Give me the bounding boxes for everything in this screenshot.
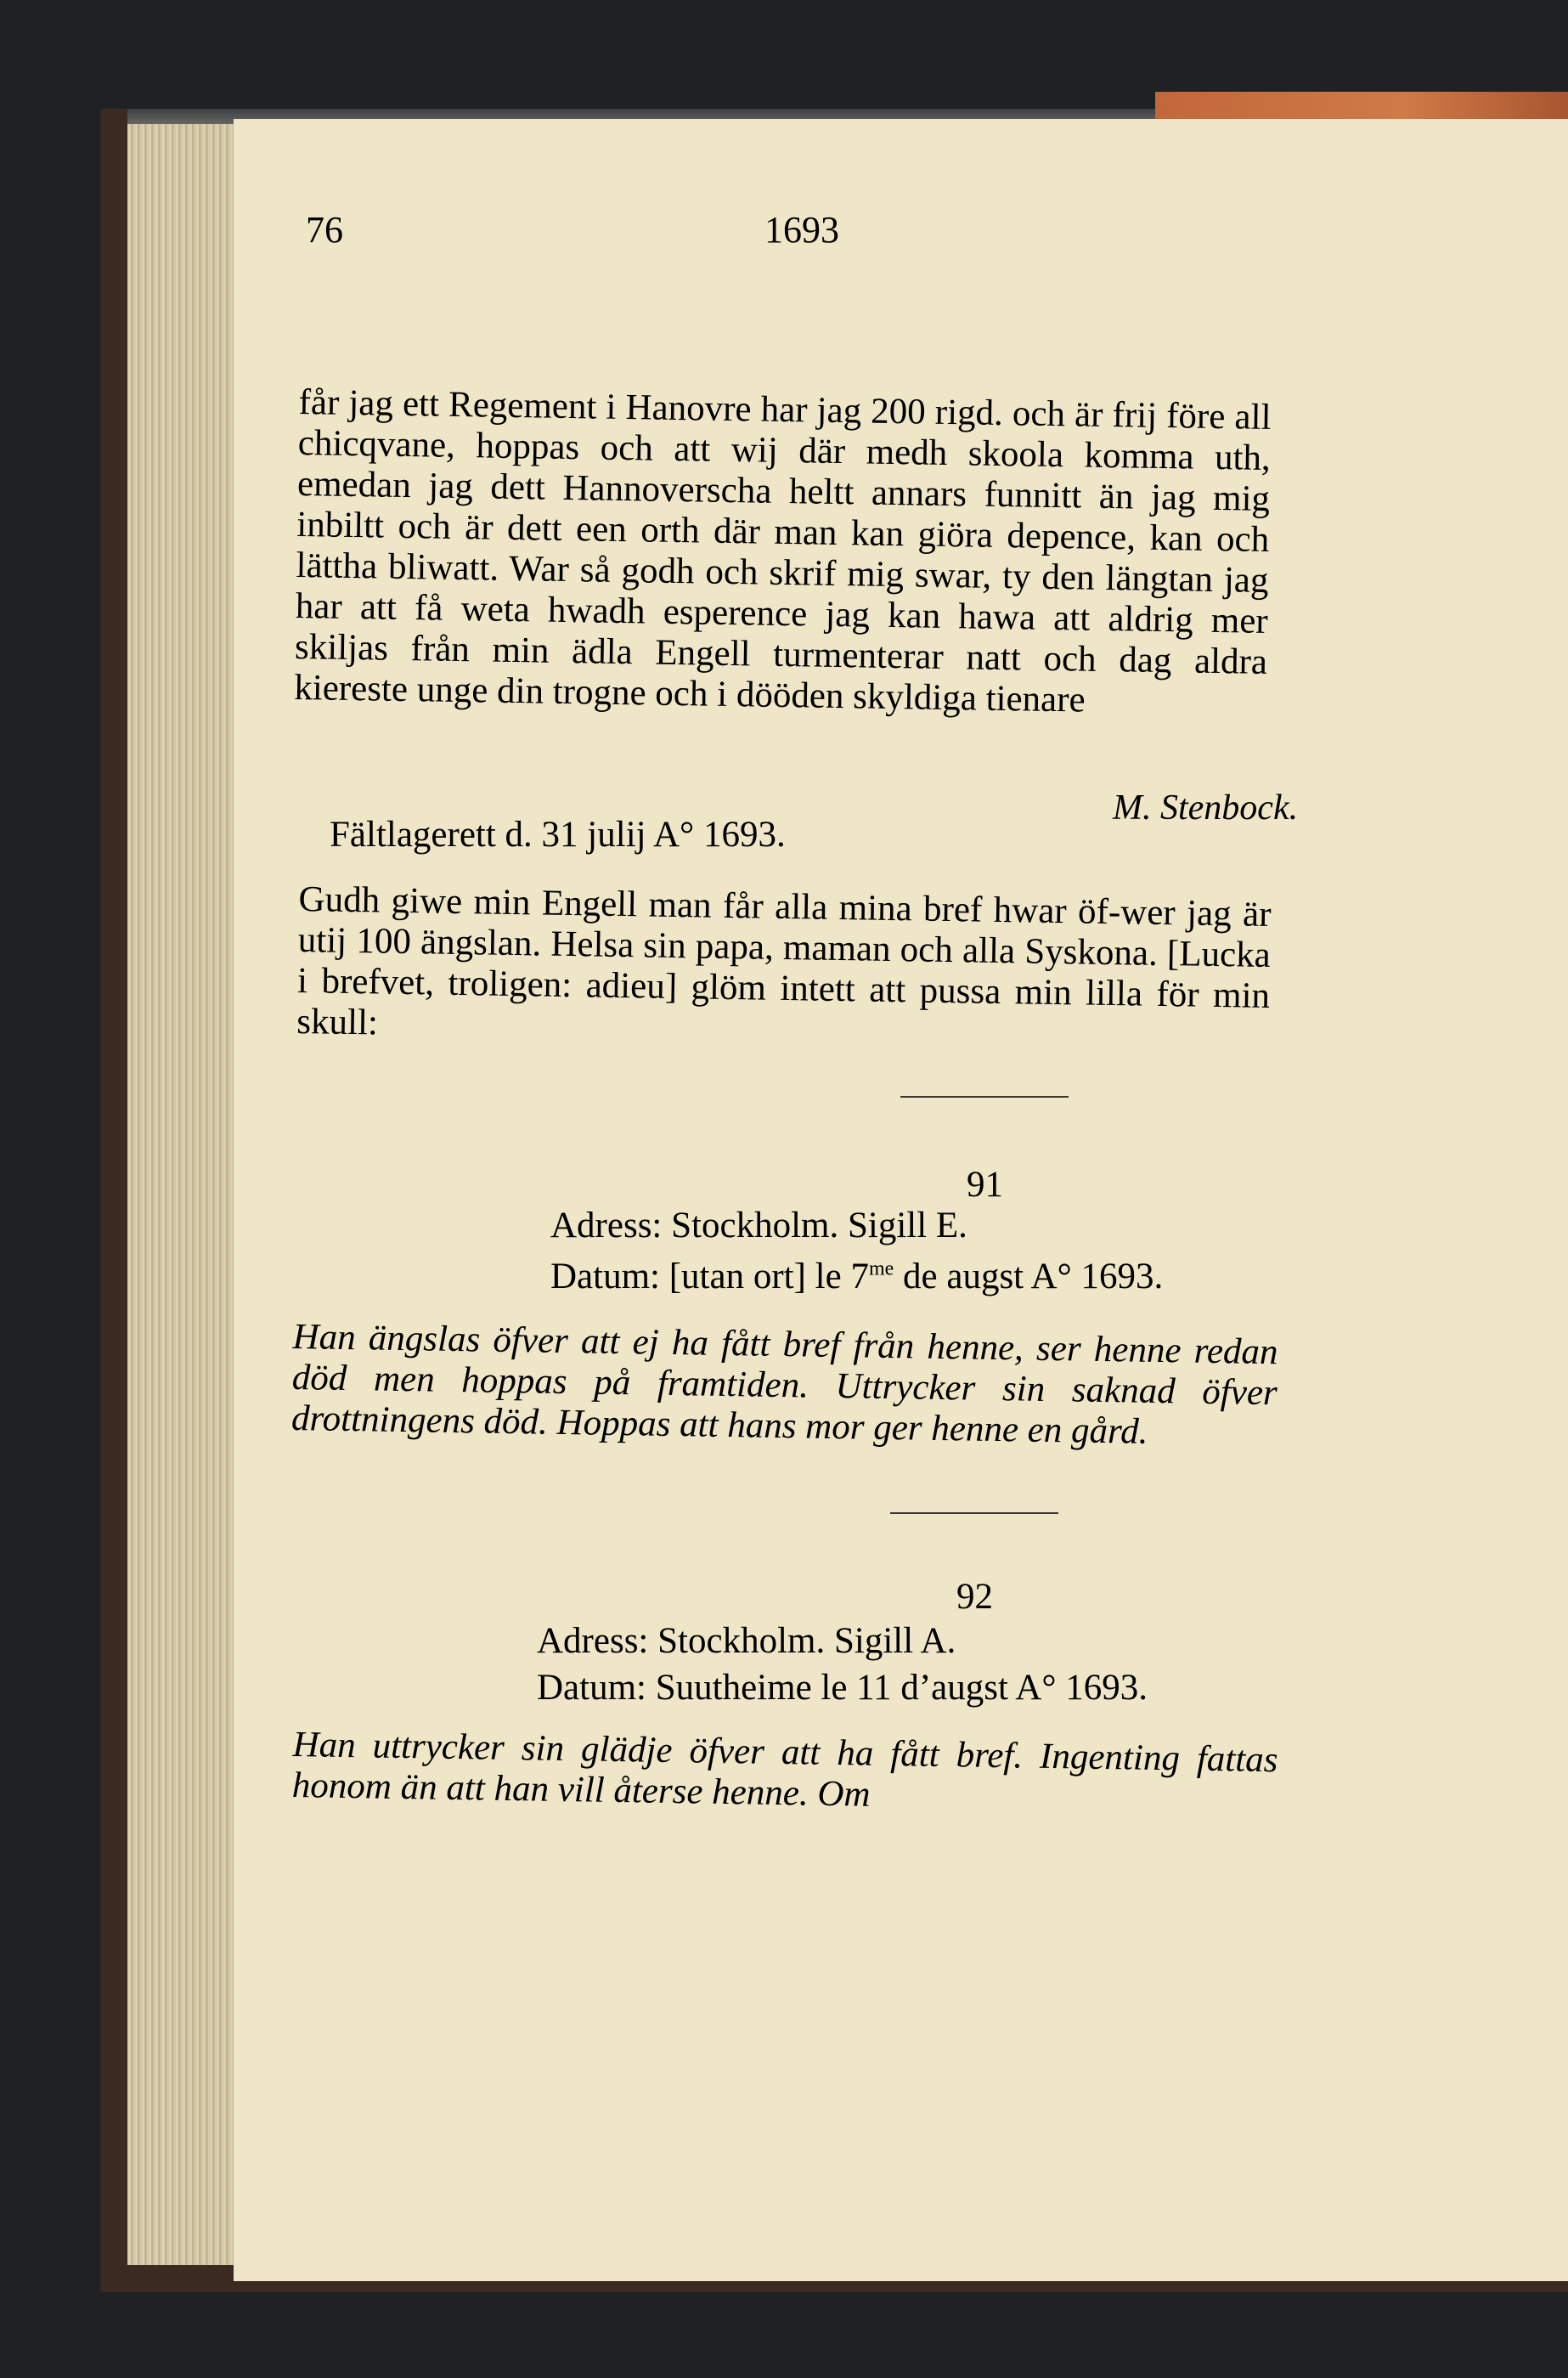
letter-number: 91: [967, 1165, 1003, 1205]
letter-datum: [550, 1256, 1163, 1297]
letter-postscript: [296, 879, 1272, 1058]
section-divider: [900, 1096, 1069, 1098]
page-number: 76: [306, 209, 343, 251]
letter-adress: Adress: Stockholm. Sigill A.: [537, 1621, 956, 1661]
running-head-year: 1693: [764, 209, 839, 251]
letter-adress: Adress: Stockholm. Sigill E.: [550, 1206, 967, 1245]
datum-text-end: de augst A° 1693.: [894, 1257, 1164, 1296]
postscript-text: Gudh giwe min Engell man får alla mina bref hwar öf-wer jag är utij 100 ängslan. Helsa sin papa, maman och alla Syskona. [Lucka i brefvet, troligen: adieu] glöm intett att pussa min lilla för min skull:: [296, 879, 1272, 1043]
section-divider: [890, 1512, 1058, 1514]
datum-superscript: me: [868, 1257, 894, 1280]
letter-place-date: Fältlagerett d. 31 julij A° 1693.: [330, 815, 786, 855]
letter-summary: Han uttrycker sin glädje öfver att ha fått bref. Ingenting fattas honom än att han vill återse henne. Om: [291, 1725, 1278, 1815]
letter-summary: Han ängslas öfver att ej ha fått bref från henne, ser henne redan död men hoppas på framtiden. Uttrycker sin saknad öfver drottningens död. Hoppas att hans mor ger henne en gård.: [290, 1317, 1278, 1452]
letter-number: 92: [956, 1577, 993, 1617]
letter-datum: Datum: Suutheime le 11 d’augst A° 1693.: [537, 1668, 1148, 1708]
letter-body: [294, 382, 1272, 724]
letter-text: får jag ett Regement i Hanovre har jag 200 rigd. och är frij före all chicqvane, hoppas och att wij där medh skoola komma uth, emedan jag dett Hannoverscha heltt annars funnitt än jag mig inbiltt och är dett een orth där man kan giöra depence, kan och lättha bliwatt. War så godh och skrif mig swar, ty den längtan jag har att få weta hwadh esperence jag kan hawa att aldrig mer skiljas från min ädla Engell turmenterar natt och dag aldra kiereste unge din trogne och i dööden skyldiga tienare: [293, 382, 1272, 720]
running-head: [306, 208, 1257, 259]
datum-text: Datum: [utan ort] le 7: [550, 1257, 869, 1296]
letter-signature: M. Stenbock.: [1113, 788, 1299, 827]
